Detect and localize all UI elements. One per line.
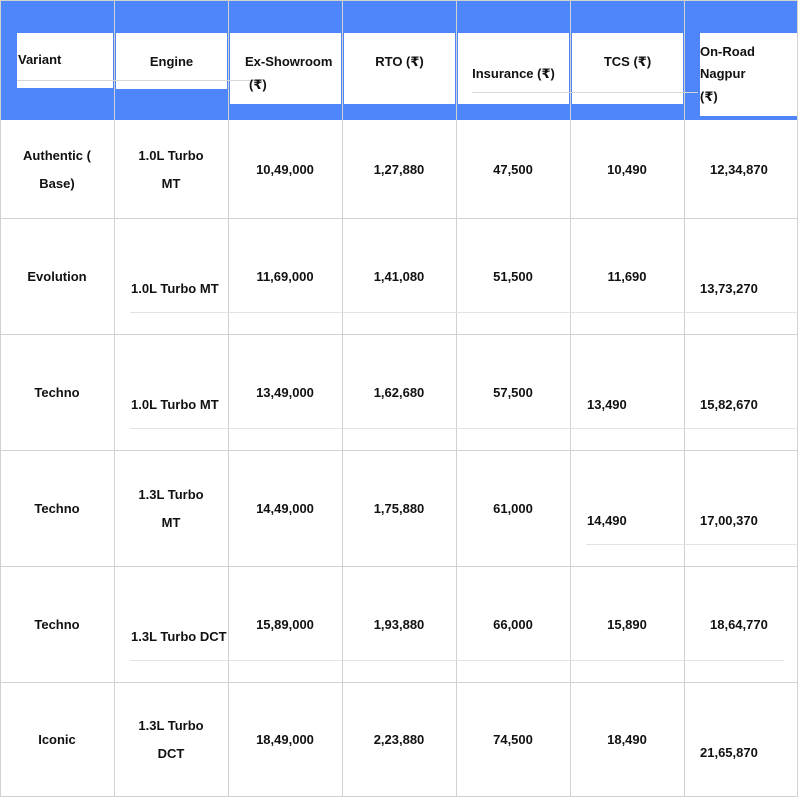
cell-ex-showroom: 15,89,000 (256, 617, 314, 632)
cell-onroad: 13,73,270 (700, 281, 758, 296)
header-underline (472, 92, 698, 93)
cell-variant: Iconic (38, 732, 76, 747)
cell-variant: Authentic ( (23, 148, 91, 163)
cell-variant: Evolution (27, 269, 87, 284)
cell-onroad: 12,34,870 (710, 162, 768, 177)
cell-onroad: 21,65,870 (700, 745, 758, 760)
cell-engine: DCT (157, 746, 185, 761)
cell-tcs: 11,690 (607, 269, 647, 284)
cell-onroad: 18,64,770 (710, 617, 768, 632)
row-divider (0, 334, 798, 335)
header-onroad-2: Nagpur (700, 66, 746, 81)
cell-rto: 1,93,880 (373, 617, 425, 632)
header-exshowroom-unit: (₹) (249, 77, 267, 92)
cell-ex-showroom: 14,49,000 (256, 501, 314, 516)
cell-insurance: 74,500 (493, 732, 533, 747)
cell-ex-showroom: 13,49,000 (256, 385, 314, 400)
cell-tcs: 13,490 (587, 397, 627, 412)
header-rto: RTO (₹) (375, 54, 424, 69)
cell-underline (130, 312, 798, 313)
cell-variant: Base) (39, 176, 75, 191)
cell-insurance: 61,000 (493, 501, 533, 516)
header-onroad-1: On-Road (700, 44, 755, 59)
cell-tcs: 14,490 (587, 513, 627, 528)
cell-ex-showroom: 10,49,000 (256, 162, 314, 177)
cell-underline (130, 428, 798, 429)
cell-rto: 1,41,080 (373, 269, 425, 284)
header-onroad-3: (₹) (700, 89, 718, 104)
cell-rto: 2,23,880 (373, 732, 425, 747)
cell-insurance: 51,500 (493, 269, 533, 284)
cell-engine: MT (161, 515, 181, 530)
cell-engine: 1.3L Turbo (138, 487, 204, 502)
cell-ex-showroom: 18,49,000 (256, 732, 314, 747)
cell-engine: 1.3L Turbo (138, 718, 204, 733)
cell-ex-showroom: 11,69,000 (256, 269, 314, 284)
header-variant: Variant (18, 52, 62, 67)
cell-tcs: 15,890 (607, 617, 647, 632)
row-divider (0, 566, 798, 567)
cell-engine: 1.3L Turbo DCT (131, 629, 227, 644)
column-divider (570, 0, 571, 797)
header-insurance: Insurance (₹) (472, 66, 555, 81)
header-exshowroom: Ex-Showroom (245, 54, 333, 69)
cell-underline (130, 660, 784, 661)
cell-variant: Techno (34, 617, 80, 632)
column-divider (684, 0, 685, 797)
row-divider (0, 682, 798, 683)
cell-variant: Techno (34, 501, 80, 516)
cell-engine: 1.0L Turbo MT (131, 397, 219, 412)
header-engine: Engine (149, 54, 194, 69)
cell-engine: MT (161, 176, 181, 191)
header-underline (17, 80, 261, 81)
row-divider (0, 450, 798, 451)
cell-onroad: 17,00,370 (700, 513, 758, 528)
row-divider (0, 0, 798, 1)
cell-rto: 1,75,880 (373, 501, 425, 516)
header-tcs: TCS (₹) (603, 54, 652, 69)
cell-tcs: 18,490 (607, 732, 647, 747)
cell-onroad: 15,82,670 (700, 397, 758, 412)
cell-underline (586, 544, 798, 545)
row-divider (0, 218, 798, 219)
cell-insurance: 47,500 (493, 162, 533, 177)
cell-rto: 1,62,680 (373, 385, 425, 400)
cell-insurance: 66,000 (493, 617, 533, 632)
cell-rto: 1,27,880 (373, 162, 425, 177)
cell-engine: 1.0L Turbo (138, 148, 204, 163)
cell-tcs: 10,490 (607, 162, 647, 177)
column-divider (114, 0, 115, 797)
cell-insurance: 57,500 (493, 385, 533, 400)
cell-variant: Techno (34, 385, 80, 400)
cell-engine: 1.0L Turbo MT (131, 281, 219, 296)
